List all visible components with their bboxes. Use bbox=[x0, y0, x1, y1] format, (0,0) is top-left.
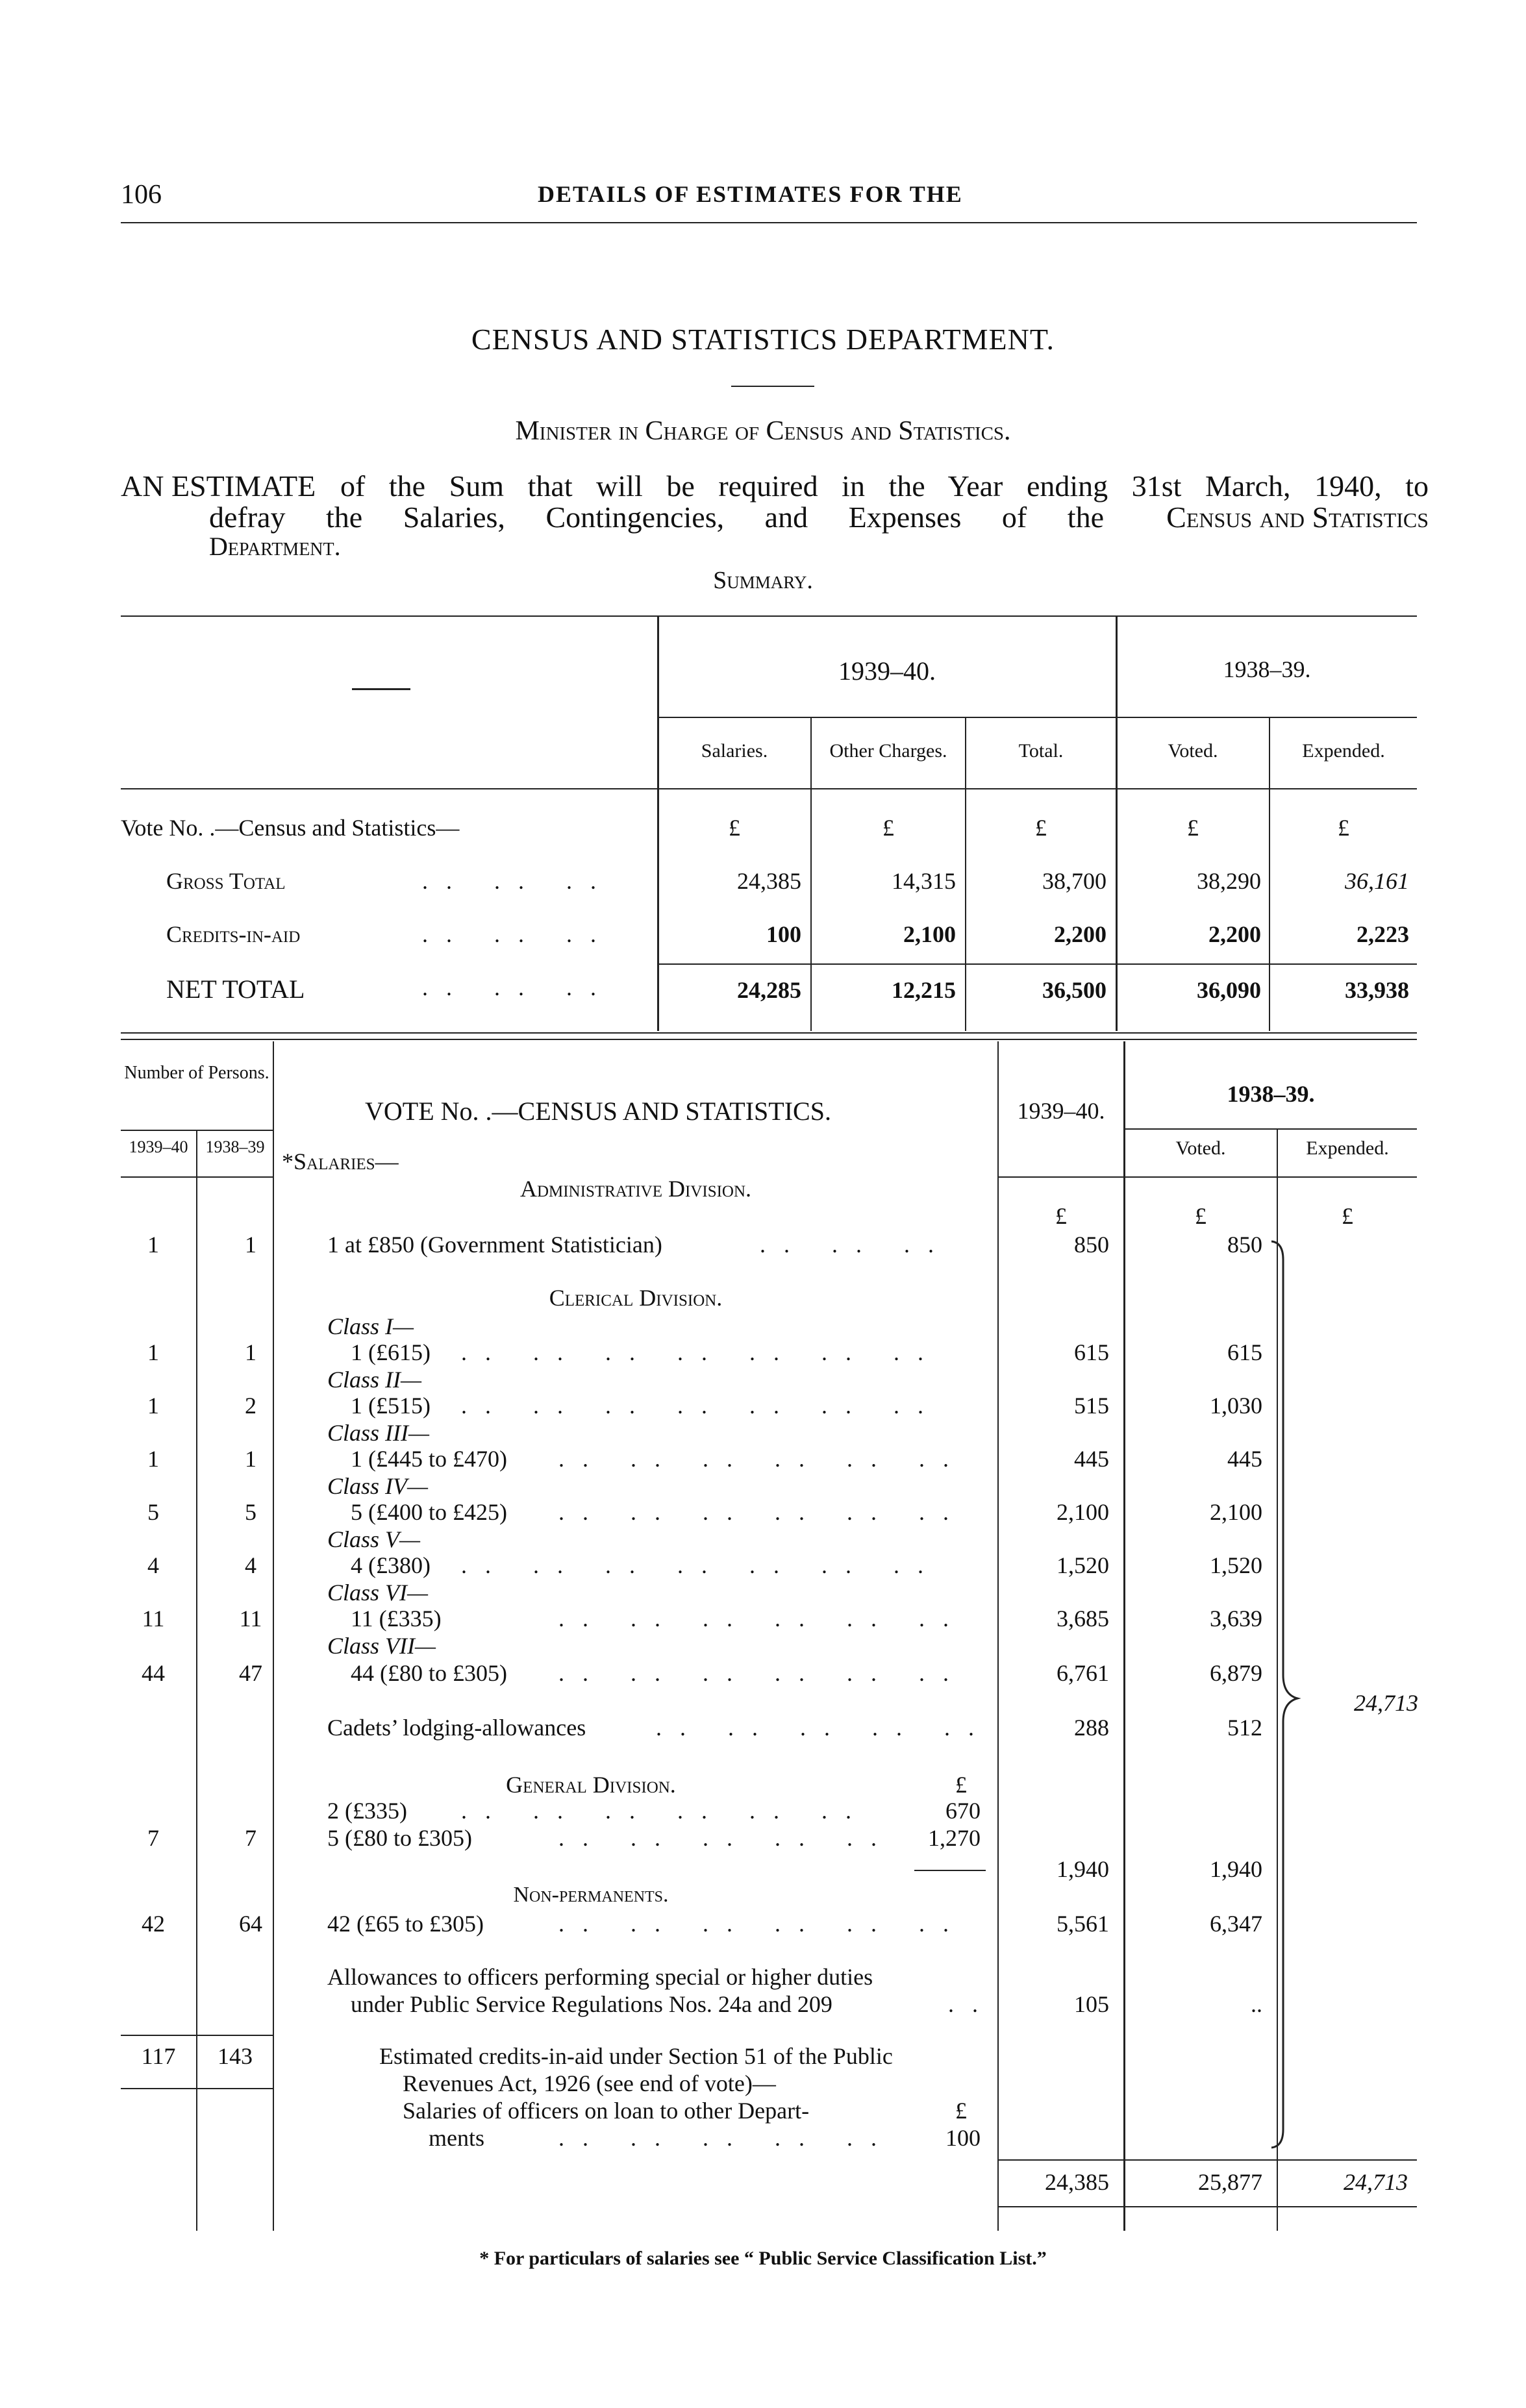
summary-cell: 38,700 bbox=[1042, 868, 1107, 894]
persons-head-rule bbox=[121, 1130, 273, 1131]
persons-b: 2 bbox=[245, 1393, 256, 1419]
summary-year-a: 1939–40. bbox=[838, 656, 936, 686]
non-permanents-line: 42 (£65 to £305) bbox=[327, 1911, 484, 1937]
detail-value: 105 bbox=[1074, 1991, 1109, 2017]
summary-pound: £ bbox=[1035, 815, 1047, 841]
summary-col-total: Total. bbox=[1018, 740, 1064, 762]
detail-year-a: 1939–40. bbox=[1017, 1098, 1105, 1124]
estimate-line-3: Department. bbox=[209, 532, 341, 561]
persons-b: 1 bbox=[245, 1446, 256, 1472]
summary-heading: Summary. bbox=[713, 567, 813, 594]
persons-a: 42 bbox=[142, 1911, 165, 1937]
summary-cell: 100 bbox=[766, 921, 801, 947]
persons-a: 4 bbox=[147, 1552, 159, 1578]
summary-col-voted: Voted. bbox=[1168, 740, 1218, 762]
summary-col-salaries: Salaries. bbox=[701, 740, 768, 762]
summary-head-rule bbox=[121, 788, 1417, 789]
class-desc: 4 (£380) bbox=[351, 1552, 431, 1578]
detail-value: 850 bbox=[1074, 1232, 1109, 1258]
estimate-line-1: of the Sum that will be required in the Year ending 31st March, 1940, to bbox=[340, 469, 1429, 503]
summary-sub-rule bbox=[657, 717, 1417, 718]
persons-b: 11 bbox=[239, 1606, 262, 1632]
persons-a: 1 bbox=[147, 1232, 159, 1258]
general-subvalue: 670 bbox=[945, 1798, 981, 1824]
detail-value: 5,561 bbox=[1057, 1911, 1109, 1937]
persons-col-a: 1939–40 bbox=[129, 1137, 188, 1156]
persons-total-b: 143 bbox=[218, 2043, 253, 2069]
leader-dots: .. .. .. .. .. .. bbox=[558, 1660, 967, 1686]
clerical-division: Clerical Division. bbox=[549, 1285, 723, 1311]
detail-value: 615 bbox=[1074, 1339, 1109, 1365]
leader-dots: .. .. .. .. .. bbox=[558, 2125, 895, 2151]
detail-vline-persons bbox=[273, 1041, 274, 2231]
summary-row-label: Gross Total bbox=[166, 868, 286, 894]
leader-dots: .. .. .. .. .. .. bbox=[558, 1911, 967, 1937]
detail-pound: £ bbox=[1055, 1203, 1067, 1229]
summary-pound: £ bbox=[729, 815, 740, 841]
final-total-expended: 24,713 bbox=[1344, 2169, 1408, 2195]
leader-dots: .. .. .. bbox=[760, 1232, 952, 1258]
footnote: * For particulars of salaries see “ Public Service Classification List.” bbox=[479, 2248, 1047, 2269]
class-name: Class IV— bbox=[327, 1473, 429, 1499]
leader-dots: .. .. .. .. .. .. bbox=[558, 1606, 967, 1632]
leader-dots: .. .. .. .. .. .. bbox=[558, 1446, 967, 1472]
detail-value: 1,940 bbox=[1057, 1856, 1109, 1882]
detail-voted: 2,100 bbox=[1210, 1499, 1262, 1525]
summary-pound: £ bbox=[1338, 815, 1349, 841]
summary-vote-label: Vote No. .—Census and Statistics— bbox=[121, 815, 460, 841]
detail-col-voted: Voted. bbox=[1175, 1137, 1226, 1159]
title-rule bbox=[731, 386, 814, 387]
detail-voted: 512 bbox=[1227, 1715, 1262, 1741]
detail-voted: .. bbox=[1251, 1991, 1262, 2017]
persons-col-b: 1938–39 bbox=[205, 1137, 265, 1156]
detail-col-expended: Expended. bbox=[1306, 1137, 1389, 1159]
header-rule bbox=[121, 222, 1417, 223]
summary-cell: 2,200 bbox=[1208, 921, 1261, 947]
summary-year-b: 1938–39. bbox=[1223, 656, 1311, 682]
summary-cell: 36,090 bbox=[1197, 977, 1261, 1003]
leader-dots: .. bbox=[948, 1991, 996, 2017]
persons-a: 1 bbox=[147, 1446, 159, 1472]
detail-pound: £ bbox=[1195, 1203, 1207, 1229]
summary-cell: 2,223 bbox=[1357, 921, 1409, 947]
allowances-line-2: under Public Service Regulations Nos. 24a and 209 bbox=[351, 1991, 832, 2017]
summary-pound: £ bbox=[1187, 815, 1199, 841]
class-name: Class II— bbox=[327, 1367, 422, 1393]
detail-value: 2,100 bbox=[1057, 1499, 1109, 1525]
estimate-lead: AN ESTIMATE bbox=[121, 469, 316, 503]
detail-value: 515 bbox=[1074, 1393, 1109, 1419]
credits-line-4: ments bbox=[429, 2125, 484, 2151]
leader-dots: .. .. .. .. .. .. .. bbox=[461, 1552, 942, 1578]
persons-b: 4 bbox=[245, 1552, 256, 1578]
page-title: CENSUS AND STATISTICS DEPARTMENT. bbox=[471, 323, 1055, 356]
general-subvalue: 1,270 bbox=[928, 1825, 981, 1851]
leader-dots: .. .. .. bbox=[422, 974, 614, 1000]
detail-voted: 615 bbox=[1227, 1339, 1262, 1365]
leader-dots: .. .. .. .. .. .. bbox=[461, 1798, 869, 1824]
statistician-line: 1 at £850 (Government Statistician) bbox=[327, 1232, 662, 1258]
summary-col-expended: Expended. bbox=[1302, 740, 1385, 762]
detail-voted: 3,639 bbox=[1210, 1606, 1262, 1632]
detail-value: 1,520 bbox=[1057, 1552, 1109, 1578]
class-desc: 44 (£80 to £305) bbox=[351, 1660, 507, 1686]
detail-value: 445 bbox=[1074, 1446, 1109, 1472]
detail-voted: 6,347 bbox=[1210, 1911, 1262, 1937]
detail-value: 288 bbox=[1074, 1715, 1109, 1741]
persons-b: 64 bbox=[239, 1911, 262, 1937]
persons-a: 44 bbox=[142, 1660, 165, 1686]
detail-value: 3,685 bbox=[1057, 1606, 1109, 1632]
class-name: Class VI— bbox=[327, 1580, 429, 1606]
detail-pound: £ bbox=[955, 1772, 967, 1798]
detail-voted: 6,879 bbox=[1210, 1660, 1262, 1686]
final-total-rule bbox=[997, 2159, 1417, 2161]
summary-cell: 36,500 bbox=[1042, 977, 1107, 1003]
detail-voted: 1,520 bbox=[1210, 1552, 1262, 1578]
detail-head-rule bbox=[997, 1176, 1417, 1178]
final-total-voted: 25,877 bbox=[1198, 2169, 1262, 2195]
persons-total-rule bbox=[121, 2088, 273, 2089]
allowances-line-1: Allowances to officers performing special or higher duties bbox=[327, 1964, 873, 1990]
summary-cell: 38,290 bbox=[1197, 868, 1261, 894]
summary-top-rule bbox=[121, 615, 1417, 617]
persons-b: 47 bbox=[239, 1660, 262, 1686]
salaries-heading: *Salaries— bbox=[282, 1148, 399, 1174]
leader-dots: .. .. .. bbox=[422, 921, 614, 947]
credits-line-3: Salaries of officers on loan to other Depart- bbox=[403, 2098, 810, 2124]
cadets-line: Cadets’ lodging-allowances bbox=[327, 1715, 586, 1741]
detail-pound: £ bbox=[955, 2098, 967, 2124]
detail-voted: 1,940 bbox=[1210, 1856, 1262, 1882]
persons-b: 7 bbox=[245, 1825, 256, 1851]
class-name: Class III— bbox=[327, 1420, 430, 1446]
detail-pound: £ bbox=[1342, 1203, 1353, 1229]
detail-value: 6,761 bbox=[1057, 1660, 1109, 1686]
estimate-line-2: defray the Salaries, Contingencies, and Expenses of the bbox=[209, 501, 1104, 534]
summary-cell: 2,200 bbox=[1054, 921, 1107, 947]
detail-year-b: 1938–39. bbox=[1227, 1081, 1315, 1107]
credits-line-2: Revenues Act, 1926 (see end of vote)— bbox=[403, 2070, 776, 2096]
class-desc: 1 (£615) bbox=[351, 1339, 431, 1365]
leader-dots: .. .. .. bbox=[422, 868, 614, 894]
class-name: Class VII— bbox=[327, 1633, 436, 1659]
page-number: 106 bbox=[121, 180, 162, 210]
persons-b: 1 bbox=[245, 1339, 256, 1365]
vote-title: VOTE No. .—CENSUS AND STATISTICS. bbox=[365, 1097, 831, 1126]
summary-cell: 2,100 bbox=[903, 921, 956, 947]
persons-b: 5 bbox=[245, 1499, 256, 1525]
persons-a: 5 bbox=[147, 1499, 159, 1525]
general-sum-rule bbox=[914, 1870, 986, 1871]
persons-b: 1 bbox=[245, 1232, 256, 1258]
detail-voted: 445 bbox=[1227, 1446, 1262, 1472]
persons-a: 11 bbox=[142, 1606, 165, 1632]
summary-cell: 36,161 bbox=[1345, 868, 1409, 894]
class-name: Class V— bbox=[327, 1526, 421, 1552]
estimate-line-2b: Census and Statistics bbox=[1166, 501, 1429, 534]
persons-total-rule bbox=[121, 2035, 273, 2036]
summary-cell: 12,215 bbox=[892, 977, 956, 1003]
leader-dots: .. .. .. .. .. .. bbox=[558, 1499, 967, 1525]
admin-division: Administrative Division. bbox=[519, 1176, 752, 1202]
running-title: DETAILS OF ESTIMATES FOR THE bbox=[538, 181, 963, 207]
summary-pound: £ bbox=[882, 815, 894, 841]
bracket-total: 24,713 bbox=[1354, 1690, 1418, 1716]
detail-voted: 850 bbox=[1227, 1232, 1262, 1258]
summary-cell: 14,315 bbox=[892, 868, 956, 894]
summary-cell: 24,385 bbox=[737, 868, 801, 894]
summary-stub-dash bbox=[352, 688, 410, 690]
class-desc: 1 (£515) bbox=[351, 1393, 431, 1419]
credits-line-1: Estimated credits-in-aid under Section 51 of the Public bbox=[379, 2043, 893, 2069]
persons-total-a: 117 bbox=[141, 2043, 176, 2069]
summary-cell: 33,938 bbox=[1345, 977, 1409, 1003]
detail-voted: 1,030 bbox=[1210, 1393, 1262, 1419]
persons-a: 1 bbox=[147, 1393, 159, 1419]
summary-row-label: Credits-in-aid bbox=[166, 921, 301, 947]
minister-line: Minister in Charge of Census and Statistics. bbox=[515, 416, 1011, 446]
summary-bottom-rule bbox=[121, 1039, 1417, 1040]
class-name: Class I— bbox=[327, 1313, 414, 1339]
general-line: 5 (£80 to £305) bbox=[327, 1825, 472, 1851]
summary-row-label: NET TOTAL bbox=[166, 974, 305, 1004]
summary-col-other: Other Charges. bbox=[829, 740, 947, 762]
leader-dots: .. .. .. .. .. .. .. bbox=[461, 1339, 942, 1365]
final-total-rule bbox=[997, 2206, 1417, 2207]
persons-a: 1 bbox=[147, 1339, 159, 1365]
leader-dots: .. .. .. .. .. bbox=[656, 1715, 992, 1741]
detail-years-rule bbox=[1123, 1128, 1417, 1130]
final-total-a: 24,385 bbox=[1045, 2169, 1109, 2195]
leader-dots: .. .. .. .. .. bbox=[558, 1825, 895, 1851]
class-desc: 1 (£445 to £470) bbox=[351, 1446, 507, 1472]
general-division: General Division. bbox=[506, 1772, 676, 1798]
persons-a: 7 bbox=[147, 1825, 159, 1851]
summary-bottom-rule bbox=[121, 1032, 1417, 1034]
leader-dots: .. .. .. .. .. .. .. bbox=[461, 1393, 942, 1419]
general-line: 2 (£335) bbox=[327, 1798, 407, 1824]
class-desc: 5 (£400 to £425) bbox=[351, 1499, 507, 1525]
number-of-persons: Number of Persons. bbox=[124, 1063, 269, 1083]
credits-value: 100 bbox=[945, 2125, 981, 2151]
non-permanents: Non-permanents. bbox=[513, 1883, 669, 1907]
class-desc: 11 (£335) bbox=[351, 1606, 442, 1632]
summary-cell: 24,285 bbox=[737, 977, 801, 1003]
summary-net-rule bbox=[657, 963, 1417, 965]
persons-sub-rule bbox=[121, 1176, 273, 1178]
